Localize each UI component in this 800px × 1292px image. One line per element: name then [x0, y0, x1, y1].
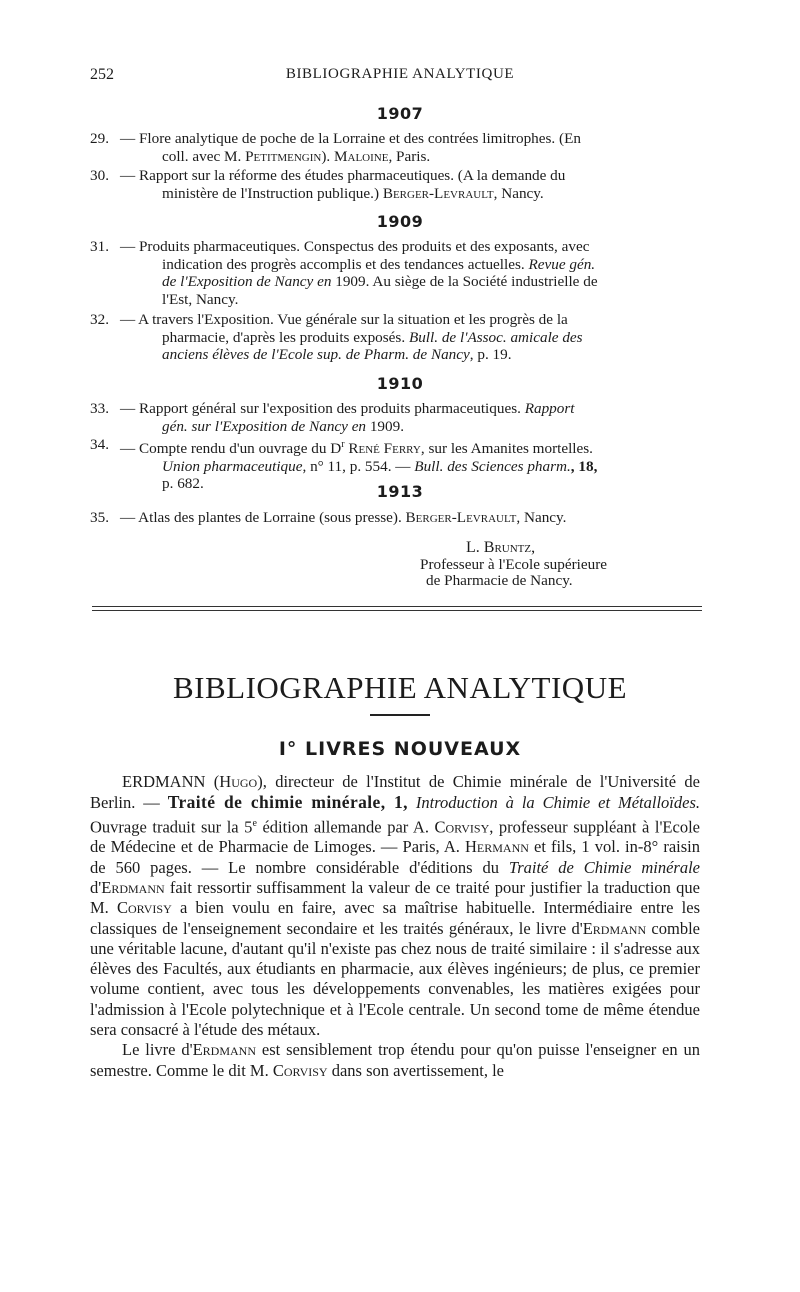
entry-text: — Atlas des plantes de Lorraine (sous presse). Berger-Levrault, Nancy. [120, 509, 567, 526]
entry-text: de l'Exposition de Nancy en 1909. Au siège de la Société industrielle de [162, 273, 598, 291]
entry-number: 33. [90, 400, 109, 417]
running-title: BIBLIOGRAPHIE ANALYTIQUE [285, 66, 515, 82]
entry-number: 35. [90, 509, 109, 526]
entry-number: 29. [90, 130, 109, 147]
bibliography-entry-29 [90, 130, 710, 165]
bibliography-entry-32 [90, 311, 710, 364]
bibliography-entry-31 [90, 238, 710, 308]
entry-text: p. 682. [162, 475, 204, 493]
year-heading-1909: 1909 [376, 212, 424, 231]
author-signature [420, 540, 680, 590]
entry-text: ministère de l'Instruction publique.) Berger-Levrault, Nancy. [162, 184, 544, 202]
signature-name: L. Bruntz, [466, 539, 536, 556]
running-header [0, 66, 800, 86]
entry-text: anciens élèves de l'Ecole sup. de Pharm. de Nancy, p. 19. [162, 346, 512, 364]
entry-text: indication des progrès accomplis et des tendances actuelles. Revue gén. [162, 255, 596, 273]
book-review [90, 772, 700, 1081]
entry-number: 34. [90, 436, 109, 453]
signature-title: Professeur à l'Ecole supérieure [420, 555, 608, 573]
entry-number: 30. [90, 167, 109, 184]
entry-text: — Flore analytique de poche de la Lorraine et des contrées limitrophes. (En [120, 130, 581, 147]
year-heading-1913: 1913 [376, 482, 424, 501]
bibliography-entry-30 [90, 167, 710, 202]
page-number: 252 [90, 66, 114, 83]
review-paragraph: ERDMANN (Hugo), directeur de l'Institut de Chimie minérale de l'Université de Berlin. — Traité de chimie minérale, 1, Introduction à la Chimie et Métalloïdes. Ouvrage traduit sur la 5e édition allemande par A. Corvisy, professeur suppléant à l'Ecole de Médecine et de Pharmacie de Limoges. — Paris, A. Hermann et fils, 1 vol. in-8° raisin de 560 pages. — Le nombre considérable d'éditions du Traité de Chimie minérale d'Erdmann fait ressortir suffisamment la valeur de ce traité pour justifier la traduction que M. Corvisy a bien voulu en faire, avec sa maîtrise habituelle. Intermédiaire entre les classiques de l'enseignement secondaire et les traités généraux, le livre d'Erdmann comble une véritable lacune, d'autant qu'il n'existe pas chez nous de traité similaire : il s'adresse aux élèves des Facultés, aux étudiants en pharmacie, aux élèves ingénieurs; de plus, ce premier volume contient, avec tous les développements convenables, les matières exigées pour l'admission à l'Ecole polytechnique et à l'Ecole centrale. Un second tome de même étendue sera consacré à l'étude des métaux. [90, 772, 701, 1040]
entry-number: 31. [90, 238, 109, 255]
title-underline [370, 714, 430, 716]
entry-text: Union pharmaceutique, n° 11, p. 554. — Bull. des Sciences pharm., 18, [162, 457, 598, 475]
year-heading-1907: 1907 [376, 104, 424, 123]
entry-number: 32. [90, 311, 109, 328]
entry-text: pharmacie, d'après les produits exposés. Bull. de l'Assoc. amicale des [162, 328, 583, 346]
signature-affiliation: de Pharmacie de Nancy. [426, 572, 573, 589]
section-title: BIBLIOGRAPHIE ANALYTIQUE [172, 670, 628, 705]
entry-text: coll. avec M. Petitmengin). Maloine, Paris. [162, 147, 431, 165]
separator-rule [92, 610, 702, 611]
entry-text: — Produits pharmaceutiques. Conspectus des produits et des exposants, avec [120, 238, 590, 255]
bibliography-entry-35 [90, 509, 710, 527]
year-heading-1910: 1910 [376, 374, 424, 393]
entry-text: l'Est, Nancy. [162, 290, 239, 308]
entry-text: — Rapport général sur l'exposition des produits pharmaceutiques. Rapport [120, 400, 575, 417]
subsection-heading: I° LIVRES NOUVEAUX [278, 738, 522, 760]
separator-rule [92, 606, 702, 607]
entry-text: gén. sur l'Exposition de Nancy en 1909. [162, 417, 404, 435]
entry-text: — A travers l'Exposition. Vue générale sur la situation et les progrès de la [120, 311, 568, 328]
entry-text: — Rapport sur la réforme des études pharmaceutiques. (A la demande du [120, 167, 566, 184]
entry-text: — Compte rendu d'un ouvrage du $D^r$ René Ferry, sur les Amanites mortelles. [120, 439, 593, 458]
bibliography-entry-33 [90, 400, 710, 435]
review-paragraph: Le livre d'Erdmann est sensiblement trop étendu pour qu'on puisse l'enseigner en un semestre. Comme le dit M. Corvisy dans son avertissement, le [90, 1040, 700, 1080]
